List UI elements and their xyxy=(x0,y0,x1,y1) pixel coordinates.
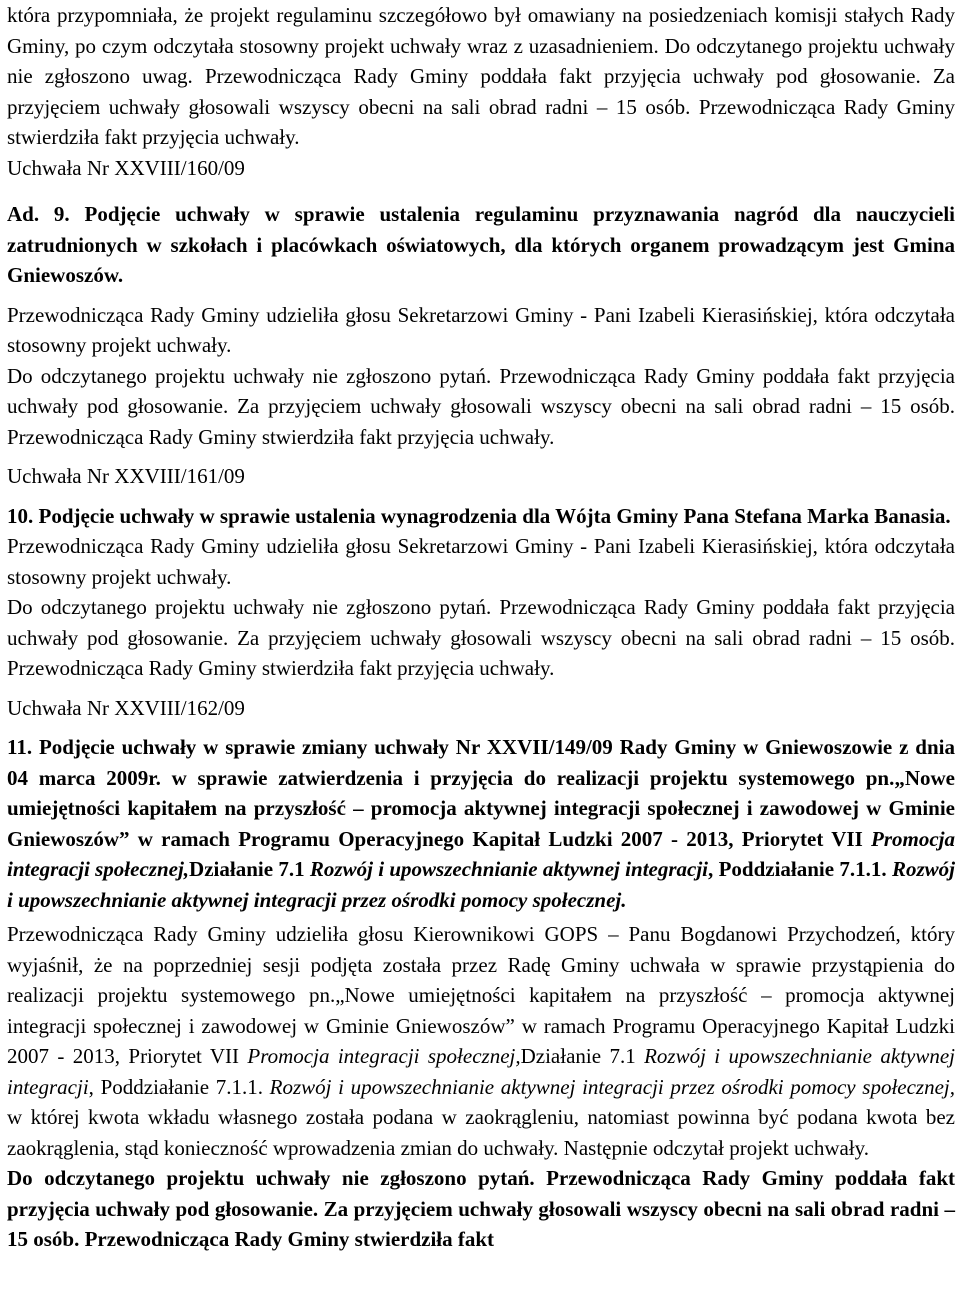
paragraph-top: która przypomniała, że projekt regulaminu szczegółowo był omawiany na posiedzeniach komisji stałych Rady Gminy, po czym odczytała stosowny projekt uchwały wraz z uzasadnieniem. Do odczytanego projektu uchwały nie zgłoszono uwag. Przewodnicząca Rady Gminy poddała fakt przyjęcia uchwały pod głosowanie. Za przyjęciem uchwały głosowali wszyscy obecni na sali obrad radni – 15 osób. Przewodnicząca Rady Gminy stwierdziła fakt przyjęcia uchwały. xyxy=(7,3,955,149)
item-11-heading-part: 11. Podjęcie uchwały w sprawie zmiany uchwały Nr XXVII/149/09 Rady Gminy w Gniewoszowie z dnia 04 marca 2009r. w sprawie zatwierdzenia i przyjęcia do realizacji projektu systemowego pn.„Nowe umiejętności kapitałem na przyszłość – promocja aktywnej integracji społecznej i zawodowej w Gminie Gniewoszów” w ramach Programu Operacyjnego Kapitał Ludzki 2007 - 2013, Priorytet VII xyxy=(7,735,955,851)
item-9-paragraph-1: Przewodnicząca Rady Gminy udzieliła głosu Sekretarzowi Gminy - Pani Izabeli Kierasińskiej, która odczytała stosowny projekt uchwały. xyxy=(7,302,955,357)
item-11-paragraph xyxy=(7,919,955,1163)
item-11-paragraph-part: , Poddziałanie 7.1.1. xyxy=(88,1074,270,1099)
document-page xyxy=(7,0,955,1255)
item-11-paragraph-part: Promocja integracji społecznej, xyxy=(247,1044,521,1068)
item-11-paragraph-part: w której kwota wkładu własnego została podana w zaokrągleniu, natomiast powinna być podana kwota bez zaokrąglenia, stąd konieczność wprowadzenia zmian do uchwały. Następnie odczytał projekt uchwały. xyxy=(7,1105,955,1160)
item-9-paragraph-2: Do odczytanego projektu uchwały nie zgłoszono pytań. Przewodnicząca Rady Gminy poddała fakt przyjęcia uchwały pod głosowanie. Za przyjęciem uchwały głosowali wszyscy obecni na sali obrad radni – 15 osób. Przewodnicząca Rady Gminy stwierdziła fakt przyjęcia uchwały. xyxy=(7,363,955,449)
item-11-paragraph-part: Rozwój i upowszechnianie aktywnej integracji xyxy=(7,1044,956,1099)
item-11-paragraph-part: Działanie 7.1 xyxy=(520,1044,645,1068)
item-11-paragraph-part: Rozwój i upowszechnianie aktywnej integracji przez ośrodki pomocy społecznej, xyxy=(269,1074,955,1099)
item-10-paragraph-1: Przewodnicząca Rady Gminy udzieliła głosu Sekretarzowi Gminy - Pani Izabeli Kierasińskiej, która odczytała stosowny projekt uchwały. xyxy=(7,534,955,589)
item-9-heading: Ad. 9. Podjęcie uchwały w sprawie ustalenia regulaminu przyznawania nagród dla nauczycieli zatrudnionych w szkołach i placówkach oświatowych, dla których organem prowadzącym jest Gmina Gniewoszów. xyxy=(7,202,955,287)
resolution-162: Uchwała Nr XXVIII/162/09 xyxy=(7,695,245,720)
item-11-heading-part: Rozwój i upowszechnianie aktywnej integracji przez ośrodki pomocy społecznej. xyxy=(7,857,955,912)
item-11-heading-part: Rozwój i upowszechnianie aktywnej integracji xyxy=(309,857,709,881)
item-10-heading: 10. Podjęcie uchwały w sprawie ustalenia wynagrodzenia dla Wójta Gminy Pana Stefana Marka Banasia. xyxy=(7,503,951,528)
item-11-heading-part: Działanie 7.1 xyxy=(189,857,310,881)
resolution-160: Uchwała Nr XXVIII/160/09 xyxy=(7,155,245,180)
item-11-paragraph-part: Przewodnicząca Rady Gminy udzieliła głosu Kierownikowi GOPS – Panu Bogdanowi Przychodzeń, który wyjaśnił, że na poprzedniej sesji podjęta została przez Radę Gminy uchwała w sprawie przystąpienia do realizacji projektu systemowego pn.„Nowe umiejętności kapitałem na przyszłość – promocja aktywnej integracji społecznej i zawodowej w Gminie Gniewoszów” w ramach Programu Operacyjnego Kapitał Ludzki 2007 - 2013, Priorytet VII xyxy=(7,922,955,1068)
item-10-paragraph-2: Do odczytanego projektu uchwały nie zgłoszono pytań. Przewodnicząca Rady Gminy poddała fakt przyjęcia uchwały pod głosowanie. Za przyjęciem uchwały głosowali wszyscy obecni na sali obrad radni – 15 osób. Przewodnicząca Rady Gminy stwierdziła fakt przyjęcia uchwały. xyxy=(7,595,955,680)
item-11-heading-part: , Poddziałanie 7.1.1. xyxy=(708,857,892,881)
resolution-161: Uchwała Nr XXVIII/161/09 xyxy=(7,464,245,488)
item-11-heading-part: Promocja integracji społecznej, xyxy=(7,826,955,881)
item-11-closing: Do odczytanego projektu uchwały nie zgłoszono pytań. Przewodnicząca Rady Gminy poddała fakt przyjęcia uchwały pod głosowanie. Za przyjęciem uchwały głosowali wszyscy obecni na sali obrad radni – 15 osób. Przewodnicząca Rady Gminy stwierdziła fakt xyxy=(7,1166,955,1251)
item-11-heading xyxy=(7,732,955,915)
